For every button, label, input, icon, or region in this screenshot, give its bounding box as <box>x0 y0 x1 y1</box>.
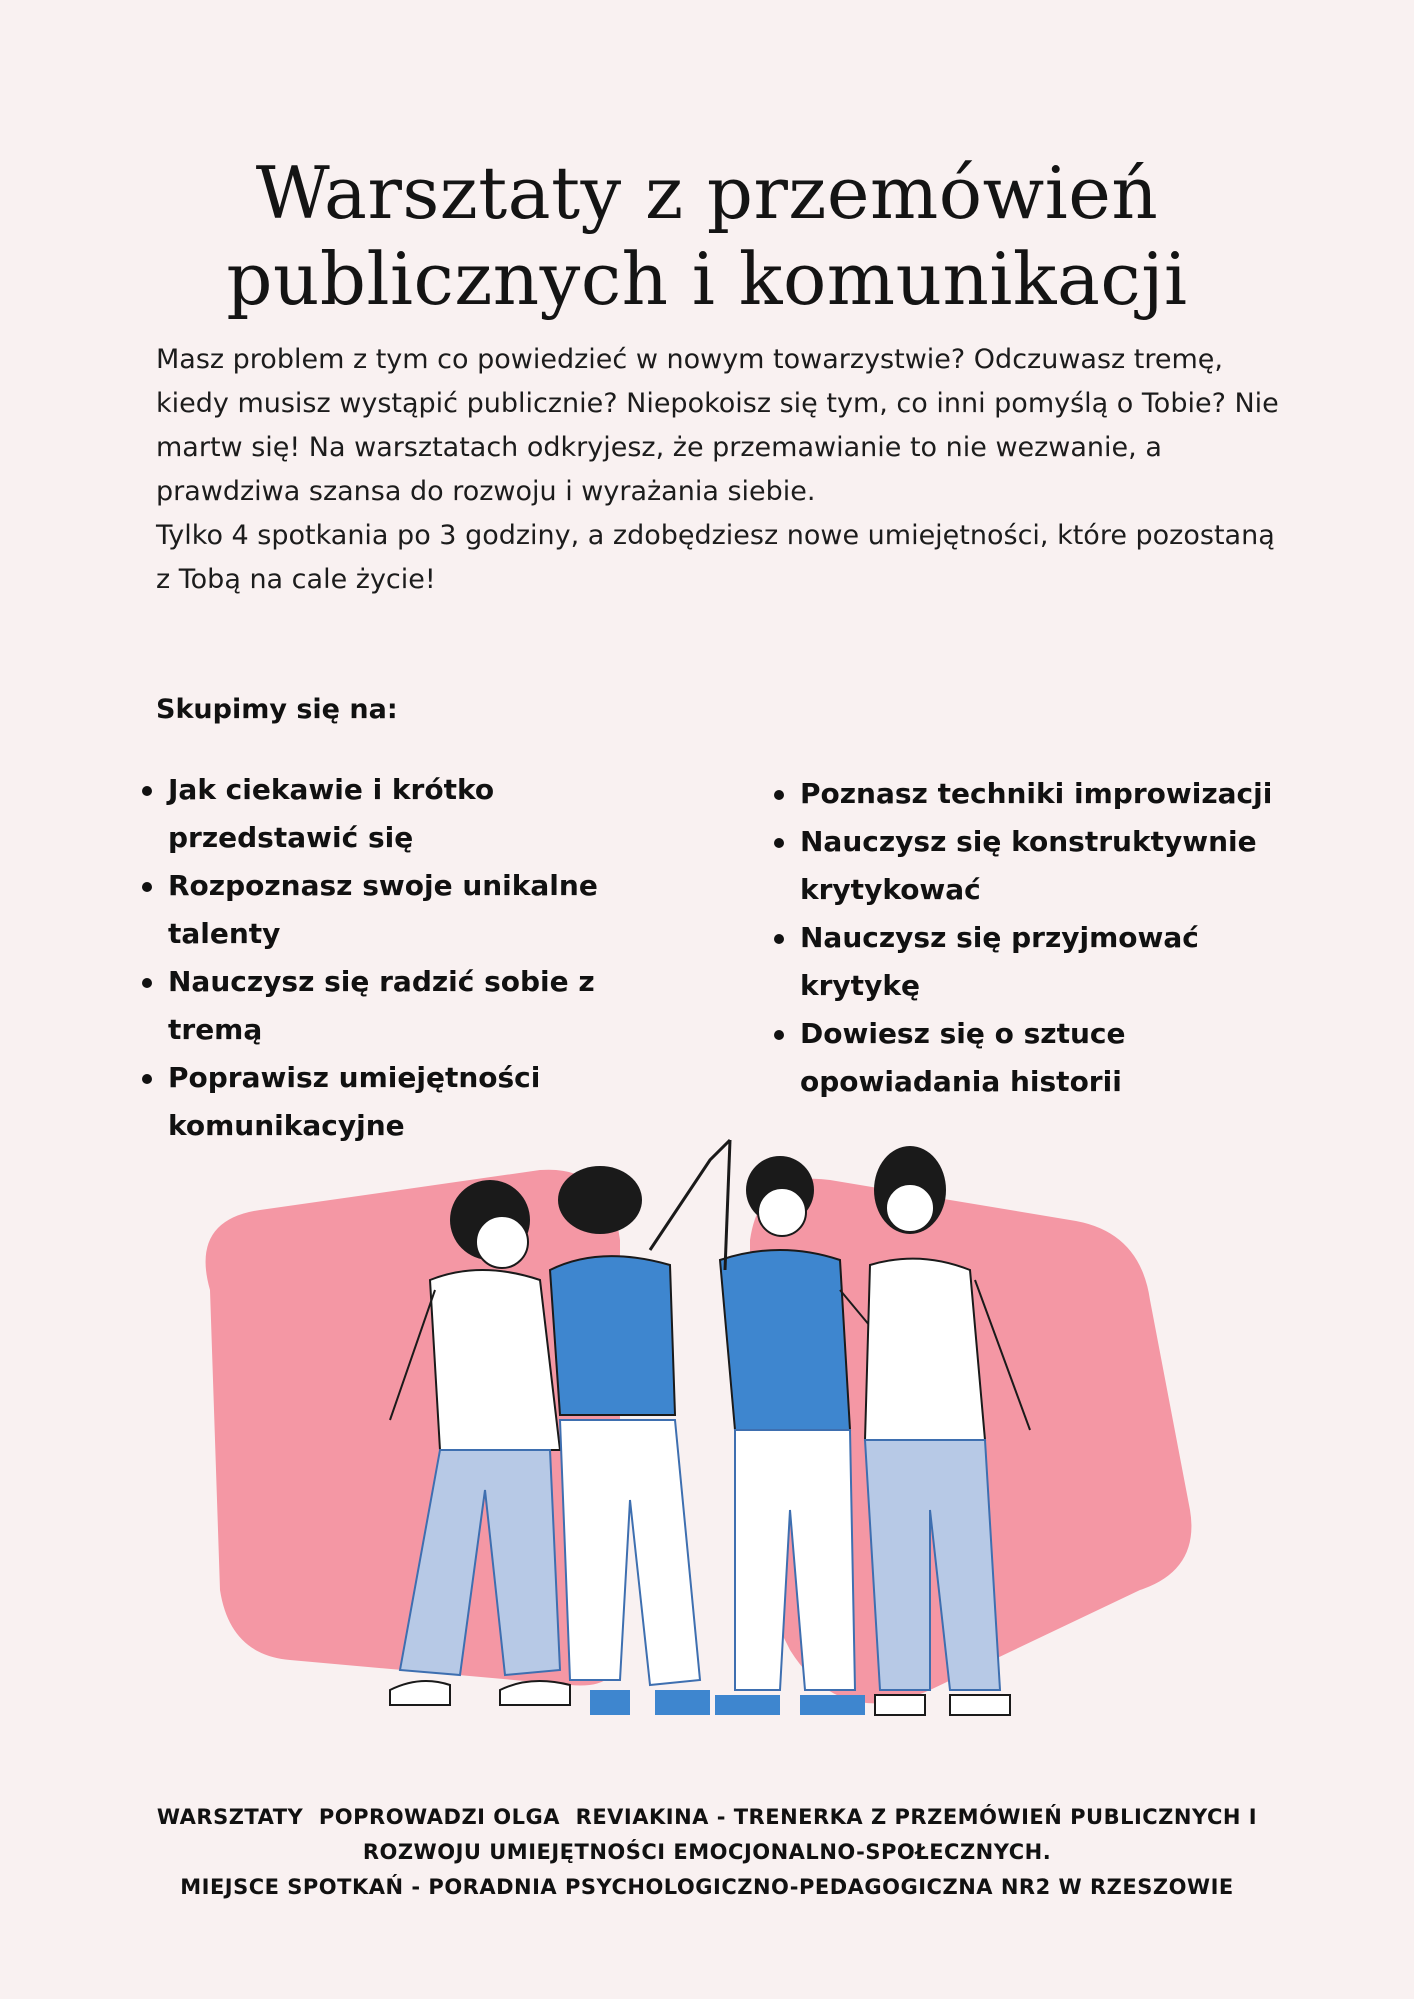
focus-list-left <box>168 766 638 1150</box>
list-item: Dowiesz się o sztuce opowiadania historii <box>800 1010 1320 1106</box>
title-line-2: publicznych i komunikacji <box>226 237 1188 321</box>
list-item: Jak ciekawie i krótko przedstawić się <box>168 766 638 862</box>
list-item: Nauczysz się konstruktywnie krytykować <box>800 818 1320 914</box>
list-item: Poprawisz umiejętności komunikacyjne <box>168 1054 638 1150</box>
list-item: Rozpoznasz swoje unikalne talenty <box>168 862 638 958</box>
title-line-1: Warsztaty z przemówień <box>255 151 1159 235</box>
footer-line-1: WARSZTATY POPROWADZI OLGA REVIAKINA - TRENERKA Z PRZEMÓWIEŃ PUBLICZNYCH I <box>156 1805 1258 1829</box>
person-center-left-icon <box>550 1140 730 1715</box>
intro-text <box>156 338 1296 602</box>
list-item: Nauczysz się przyjmować krytykę <box>800 914 1320 1010</box>
footer-line-2: ROZWOJU UMIEJĘTNOŚCI EMOCJONALNO-SPOŁECZNYCH. <box>362 1840 1052 1864</box>
focus-list-right <box>800 770 1320 1106</box>
list-item: Poznasz techniki improwizacji <box>800 770 1320 818</box>
footer-info <box>0 1800 1414 1905</box>
intro-paragraph-2: Tylko 4 spotkania po 3 godziny, a zdobędziesz nowe umiejętności, które pozostaną z Tobą na cale życie! <box>156 520 1275 595</box>
intro-paragraph-1: Masz problem z tym co powiedzieć w nowym towarzystwie? Odczuwasz tremę, kiedy musisz wystąpić publicznie? Niepokoisz się tym, co inni pomyślą o Tobie? Nie martw się! Na warsztatach odkryjesz, że przemawianie to nie wezwanie, a prawdziwa szansa do rozwoju i wyrażania siebie. <box>156 344 1279 507</box>
list-item: Nauczysz się radzić sobie z tremą <box>168 958 638 1054</box>
focus-heading: Skupimy się na: <box>156 694 398 725</box>
page-title <box>0 150 1414 322</box>
people-high-five-illustration <box>150 1130 1260 1750</box>
footer-line-3: MIEJSCE SPOTKAŃ - PORADNIA PSYCHOLOGICZNO-PEDAGOGICZNA NR2 W RZESZOWIE <box>180 1875 1234 1899</box>
